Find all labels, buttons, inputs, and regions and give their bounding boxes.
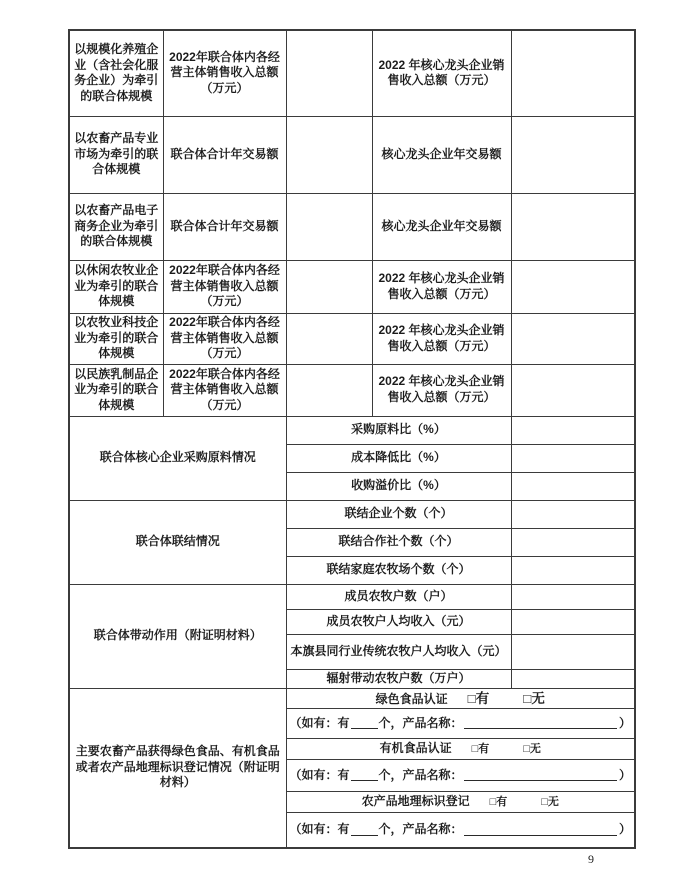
link-value-cell[interactable] [511, 528, 635, 556]
purchase-value-cell[interactable] [511, 444, 635, 472]
scale-category-label: 以民族乳制品企业为牵引的联合体规模 [69, 364, 163, 416]
purchase-metric-label: 采购原料比（%） [286, 416, 511, 444]
core-metric-value-cell[interactable] [511, 260, 635, 313]
purchase-value-cell[interactable] [511, 472, 635, 500]
drive-value-cell[interactable] [511, 584, 635, 609]
scale-metric-label: 2022年联合体内各经营主体销售收入总额（万元） [163, 260, 286, 313]
count-blank-field[interactable] [351, 768, 378, 781]
detail-prefix: （如有：有 [289, 715, 350, 730]
purchase-metric-label: 收购溢价比（%） [286, 472, 511, 500]
link-metric-label: 联结家庭农牧场个数（个） [286, 556, 511, 584]
scale-metric-value-cell[interactable] [286, 116, 372, 193]
core-metric-label: 2022 年核心龙头企业销售收入总额（万元） [372, 30, 511, 116]
count-blank-field[interactable] [351, 716, 378, 729]
purchase-value-cell[interactable] [511, 416, 635, 444]
link-section-label: 联合体联结情况 [69, 500, 286, 584]
scale-category-label: 以农牧业科技企业为牵引的联合体规模 [69, 313, 163, 364]
table-row [69, 584, 635, 609]
scale-metric-value-cell[interactable] [286, 313, 372, 364]
drive-metric-label: 成员农牧户数（户） [286, 584, 511, 609]
organic-food-cert-row [286, 739, 635, 760]
core-metric-value-cell[interactable] [511, 116, 635, 193]
cert-type-label: 农产品地理标识登记 [361, 794, 470, 809]
link-metric-label: 联结企业个数（个） [286, 500, 511, 528]
product-name-blank-field[interactable] [464, 768, 617, 781]
scale-category-label: 以农畜产品电子商务企业为牵引的联合体规模 [69, 193, 163, 260]
scale-metric-label: 联合体合计年交易额 [163, 193, 286, 260]
count-blank-field[interactable] [351, 823, 378, 836]
detail-suffix: ） [618, 822, 631, 837]
organic-cert-detail-row [286, 760, 635, 792]
core-metric-label: 核心龙头企业年交易额 [372, 116, 511, 193]
scale-metric-label: 联合体合计年交易额 [163, 116, 286, 193]
core-metric-value-cell[interactable] [511, 313, 635, 364]
cert-section-label: 主要农畜产品获得绿色食品、有机食品或者农产品地理标识登记情况（附证明材料） [69, 688, 286, 848]
core-metric-value-cell[interactable] [511, 193, 635, 260]
organic-cert-no-checkbox[interactable]: □无 [523, 743, 541, 756]
cert-type-label: 有机食品认证 [379, 741, 452, 756]
green-cert-detail-row [286, 709, 635, 739]
link-metric-label: 联结合作社个数（个） [286, 528, 511, 556]
table-row [69, 364, 635, 416]
core-metric-label: 2022 年核心龙头企业销售收入总额（万元） [372, 364, 511, 416]
purchase-metric-label: 成本降低比（%） [286, 444, 511, 472]
scale-metric-label: 2022年联合体内各经营主体销售收入总额（万元） [163, 30, 286, 116]
detail-mid: 个，产品名称： [378, 715, 463, 730]
table-row [69, 416, 635, 444]
drive-metric-label: 成员农牧户人均收入（元） [286, 609, 511, 634]
detail-mid: 个，产品名称： [378, 822, 463, 837]
green-food-cert-row [286, 688, 635, 709]
drive-section-label: 联合体带动作用（附证明材料） [69, 584, 286, 688]
table-row [69, 500, 635, 528]
detail-prefix: （如有：有 [289, 822, 350, 837]
detail-mid: 个，产品名称： [378, 767, 463, 782]
core-metric-value-cell[interactable] [511, 364, 635, 416]
drive-value-cell[interactable] [511, 669, 635, 688]
core-metric-label: 2022 年核心龙头企业销售收入总额（万元） [372, 260, 511, 313]
product-name-blank-field[interactable] [464, 823, 617, 836]
purchase-section-label: 联合体核心企业采购原料情况 [69, 416, 286, 500]
scale-category-label: 以休闲农牧业企业为牵引的联合体规模 [69, 260, 163, 313]
detail-prefix: （如有：有 [289, 767, 350, 782]
table-row [69, 688, 635, 709]
drive-metric-label: 辐射带动农牧户数（万户） [286, 669, 511, 688]
geo-cert-detail-row [286, 813, 635, 848]
core-metric-label: 核心龙头企业年交易额 [372, 193, 511, 260]
detail-suffix: ） [618, 767, 631, 782]
page-number: 9 [588, 852, 594, 866]
scale-metric-label: 2022年联合体内各经营主体销售收入总额（万元） [163, 313, 286, 364]
organic-cert-yes-checkbox[interactable]: □有 [471, 743, 490, 756]
table-row [69, 193, 635, 260]
consortium-form-table [68, 29, 636, 849]
link-value-cell[interactable] [511, 556, 635, 584]
link-value-cell[interactable] [511, 500, 635, 528]
scale-metric-value-cell[interactable] [286, 193, 372, 260]
scale-category-label: 以规模化养殖企业（含社会化服务企业）为牵引的联合体规模 [69, 30, 163, 116]
green-cert-yes-checkbox[interactable]: □有 [467, 690, 490, 706]
scale-metric-value-cell[interactable] [286, 30, 372, 116]
cert-type-label: 绿色食品认证 [375, 691, 448, 706]
geo-cert-yes-checkbox[interactable]: □有 [489, 796, 508, 809]
drive-value-cell[interactable] [511, 634, 635, 669]
drive-metric-label: 本旗县同行业传统农牧户人均收入（元） [286, 634, 511, 669]
core-metric-value-cell[interactable] [511, 30, 635, 116]
table-row [69, 116, 635, 193]
green-cert-no-checkbox[interactable]: □无 [523, 690, 545, 706]
geo-indication-cert-row [286, 792, 635, 813]
scale-category-label: 以农畜产品专业市场为牵引的联合体规模 [69, 116, 163, 193]
scale-metric-value-cell[interactable] [286, 260, 372, 313]
table-row [69, 30, 635, 116]
scale-metric-value-cell[interactable] [286, 364, 372, 416]
table-row [69, 260, 635, 313]
table-row [69, 313, 635, 364]
drive-value-cell[interactable] [511, 609, 635, 634]
core-metric-label: 2022 年核心龙头企业销售收入总额（万元） [372, 313, 511, 364]
product-name-blank-field[interactable] [464, 716, 617, 729]
geo-cert-no-checkbox[interactable]: □无 [541, 796, 559, 809]
scale-metric-label: 2022年联合体内各经营主体销售收入总额（万元） [163, 364, 286, 416]
detail-suffix: ） [618, 715, 631, 730]
